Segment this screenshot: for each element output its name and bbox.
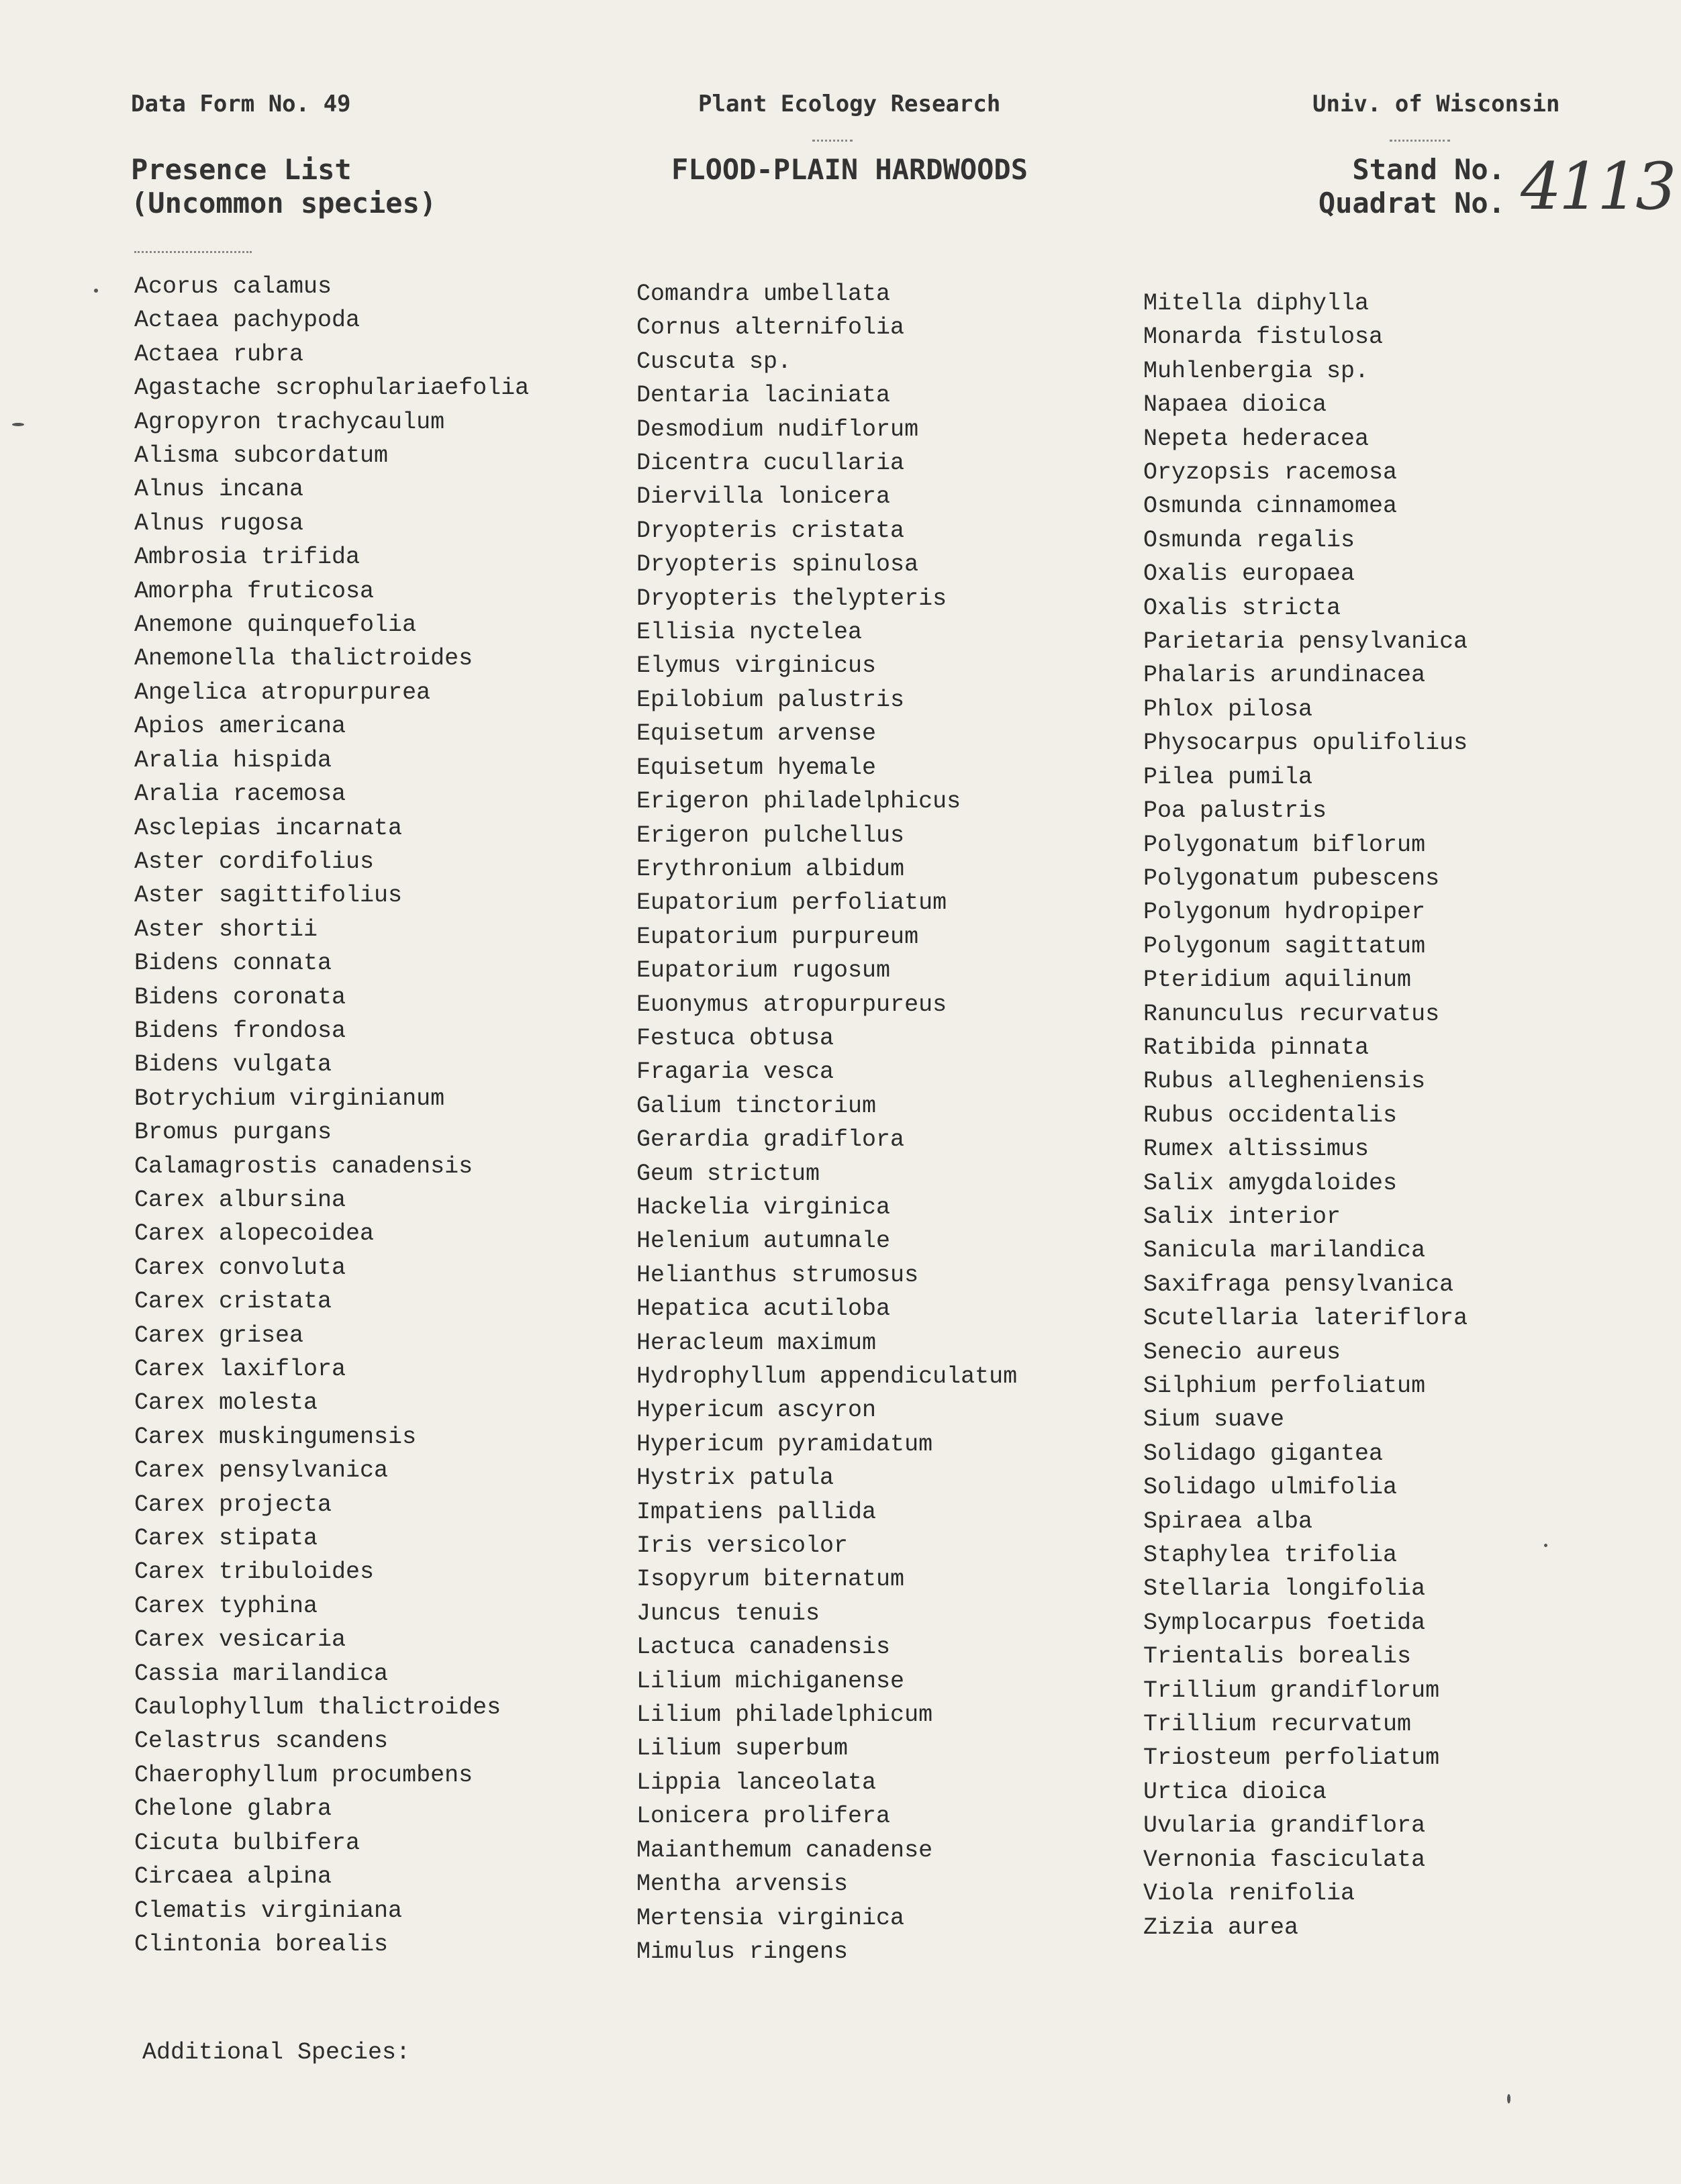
species-item: Eupatorium perfoliatum xyxy=(636,889,947,917)
paper-mark xyxy=(12,423,24,426)
species-item: Angelica atropurpurea xyxy=(134,679,431,706)
species-item: Rubus occidentalis xyxy=(1143,1101,1398,1129)
species-item: Clintonia borealis xyxy=(134,1930,389,1958)
species-item: Epilobium palustris xyxy=(636,686,905,713)
paper-mark xyxy=(94,289,98,293)
species-item: Solidago ulmifolia xyxy=(1143,1474,1398,1501)
species-item: Hypericum pyramidatum xyxy=(636,1430,933,1458)
species-item: Eupatorium rugosum xyxy=(636,957,891,985)
species-item: Oxalis stricta xyxy=(1143,594,1341,622)
species-item: Rumex altissimus xyxy=(1143,1136,1370,1163)
species-item: Geum strictum xyxy=(636,1160,820,1187)
species-item: Nepeta hederacea xyxy=(1143,425,1370,452)
species-item: Anemone quinquefolia xyxy=(134,611,417,639)
species-item: Apios americana xyxy=(134,713,346,740)
university-heading: Univ. of Wisconsin xyxy=(1312,91,1560,117)
species-item: Osmunda cinnamomea xyxy=(1143,493,1398,520)
species-item: Fragaria vesca xyxy=(636,1058,834,1086)
species-item: Comandra umbellata xyxy=(636,281,891,307)
species-item: Agropyron trachycaulum xyxy=(134,408,445,436)
species-item: Cassia marilandica xyxy=(134,1660,389,1687)
species-item: Elymus virginicus xyxy=(636,652,877,680)
species-item: Dryopteris spinulosa xyxy=(636,551,919,579)
species-item: Maianthemum canadense xyxy=(636,1836,933,1864)
species-item: Alisma subcordatum xyxy=(134,442,389,470)
species-item: Mertensia virginica xyxy=(636,1904,905,1932)
species-item: Caulophyllum thalictroides xyxy=(134,1694,501,1722)
species-item: Cuscuta sp. xyxy=(636,348,792,375)
handwritten-stand-number: 4113 xyxy=(1521,149,1674,224)
species-item: Aralia racemosa xyxy=(134,781,346,808)
quadrat-label: Quadrat No. xyxy=(1318,187,1505,219)
species-item: Erigeron pulchellus xyxy=(636,822,905,849)
species-item: Ratibida pinnata xyxy=(1143,1034,1370,1061)
species-item: Physocarpus opulifolius xyxy=(1143,730,1468,757)
species-item: Ranunculus recurvatus xyxy=(1143,1000,1440,1028)
form-number: Data Form No. 49 xyxy=(131,91,351,117)
species-item: Lilium michiganense xyxy=(636,1667,905,1695)
species-item: Alnus rugosa xyxy=(134,509,304,537)
species-item: Sium suave xyxy=(1143,1406,1285,1434)
species-item: Equisetum arvense xyxy=(636,720,877,748)
species-item: Monarda fistulosa xyxy=(1143,324,1384,351)
additional-species-label: Additional Species: xyxy=(142,2039,411,2066)
species-item: Trillium recurvatum xyxy=(1143,1711,1412,1738)
species-item: Hypericum ascyron xyxy=(636,1397,877,1424)
species-item: Oryzopsis racemosa xyxy=(1143,459,1398,487)
species-item: Dentaria laciniata xyxy=(636,382,891,409)
species-item: Erigeron philadelphicus xyxy=(636,788,961,815)
species-item: Symplocarpus foetida xyxy=(1143,1609,1426,1636)
species-item: Triosteum perfoliatum xyxy=(1143,1744,1440,1772)
species-item: Lippia lanceolata xyxy=(636,1769,877,1796)
species-item: Galium tinctorium xyxy=(636,1092,877,1120)
stand-quadrat-labels xyxy=(1318,153,1505,220)
species-item: Parietaria pensylvanica xyxy=(1143,628,1468,656)
list-title xyxy=(131,153,436,220)
species-item: Carex stipata xyxy=(134,1525,318,1552)
species-item: Salix interior xyxy=(1143,1203,1341,1230)
paper-mark xyxy=(1544,1544,1547,1547)
species-item: Cornus alternifolia xyxy=(636,314,905,342)
species-item: Carex tribuloides xyxy=(134,1558,375,1586)
species-item: Senecio aureus xyxy=(1143,1338,1341,1366)
species-item: Diervilla lonicera xyxy=(636,483,891,511)
species-item: Mimulus ringens xyxy=(636,1938,849,1965)
species-item: Actaea rubra xyxy=(134,340,304,368)
species-item: Erythronium albidum xyxy=(636,855,905,883)
species-item: Aralia hispida xyxy=(134,746,332,774)
species-item: Carex pensylvanica xyxy=(134,1457,389,1485)
species-item: Lilium superbum xyxy=(636,1735,849,1763)
species-item: Salix amygdaloides xyxy=(1143,1169,1398,1197)
list-title-line: Presence List xyxy=(131,153,352,186)
research-heading: Plant Ecology Research xyxy=(698,91,1001,117)
species-item: Carex albursina xyxy=(134,1186,346,1213)
species-item: Viola renifolia xyxy=(1143,1880,1355,1907)
dotted-rule xyxy=(1390,140,1450,142)
species-item: Helianthus strumosus xyxy=(636,1261,919,1289)
paper-mark xyxy=(1507,2094,1510,2103)
species-item: Helenium autumnale xyxy=(636,1228,891,1255)
species-item: Polygonatum biflorum xyxy=(1143,831,1426,858)
species-item: Bidens vulgata xyxy=(134,1051,332,1079)
species-item: Eupatorium purpureum xyxy=(636,923,919,950)
species-item: Staphylea trifolia xyxy=(1143,1542,1398,1569)
community-title: FLOOD-PLAIN HARDWOODS xyxy=(671,153,1028,186)
species-item: Carex muskingumensis xyxy=(134,1423,417,1450)
species-item: Osmunda regalis xyxy=(1143,526,1355,554)
species-item: Polygonum hydropiper xyxy=(1143,899,1426,926)
species-item: Juncus tenuis xyxy=(636,1599,820,1627)
species-item: Bromus purgans xyxy=(134,1119,332,1146)
species-item: Hystrix patula xyxy=(636,1465,834,1492)
species-item: Dicentra cucullaria xyxy=(636,450,905,477)
species-item: Phalaris arundinacea xyxy=(1143,662,1426,689)
species-item: Silphium perfoliatum xyxy=(1143,1373,1426,1399)
species-item: Lonicera prolifera xyxy=(636,1803,891,1830)
species-item: Muhlenbergia sp. xyxy=(1143,357,1370,385)
species-item: Iris versicolor xyxy=(636,1532,849,1560)
species-item: Amorpha fruticosa xyxy=(134,577,375,605)
species-item: Sanicula marilandica xyxy=(1143,1237,1426,1264)
species-item: Actaea pachypoda xyxy=(134,307,361,334)
species-item: Hydrophyllum appendiculatum xyxy=(636,1363,1018,1390)
species-column-3 xyxy=(1143,287,1468,1944)
species-item: Festuca obtusa xyxy=(636,1024,834,1052)
species-item: Poa palustris xyxy=(1143,797,1327,825)
dotted-rule xyxy=(134,251,252,253)
species-item: Carex molesta xyxy=(134,1389,318,1417)
species-item: Ambrosia trifida xyxy=(134,544,361,571)
species-item: Carex convoluta xyxy=(134,1254,346,1281)
species-item: Oxalis europaea xyxy=(1143,560,1355,588)
species-item: Hepatica acutiloba xyxy=(636,1295,891,1323)
species-item: Zizia aurea xyxy=(1143,1914,1299,1941)
species-item: Ellisia nyctelea xyxy=(636,619,863,646)
species-item: Impatiens pallida xyxy=(636,1498,877,1526)
species-item: Spiraea alba xyxy=(1143,1507,1313,1535)
species-item: Urtica dioica xyxy=(1143,1778,1327,1805)
species-item: Equisetum hyemale xyxy=(636,754,877,781)
species-item: Trientalis borealis xyxy=(1143,1643,1412,1671)
species-item: Bidens connata xyxy=(134,950,332,977)
species-item: Heracleum maximum xyxy=(636,1329,877,1356)
species-item: Lactuca canadensis xyxy=(636,1634,891,1661)
species-item: Uvularia grandiflora xyxy=(1143,1812,1426,1840)
species-item: Asclepias incarnata xyxy=(134,814,403,842)
species-item: Phlox pilosa xyxy=(1143,695,1313,723)
species-item: Isopyrum biternatum xyxy=(636,1566,905,1593)
species-item: Vernonia fasciculata xyxy=(1143,1846,1426,1873)
stand-label: Stand No. xyxy=(1352,153,1505,186)
species-item: Chaerophyllum procumbens xyxy=(134,1761,473,1789)
species-item: Anemonella thalictroides xyxy=(134,645,473,673)
species-item: Acorus calamus xyxy=(134,273,332,300)
species-item: Carex alopecoidea xyxy=(134,1220,375,1248)
dotted-rule xyxy=(812,140,853,142)
species-item: Celastrus scandens xyxy=(134,1728,389,1755)
species-item: Carex laxiflora xyxy=(134,1356,346,1383)
species-item: Circaea alpina xyxy=(134,1863,332,1891)
species-item: Aster cordifolius xyxy=(134,848,375,875)
species-item: Hackelia virginica xyxy=(636,1193,891,1221)
species-item: Calamagrostis canadensis xyxy=(134,1152,473,1180)
species-item: Stellaria longifolia xyxy=(1143,1575,1426,1603)
species-item: Alnus incana xyxy=(134,476,304,503)
species-item: Aster sagittifolius xyxy=(134,882,403,909)
species-item: Carex cristata xyxy=(134,1288,332,1316)
species-item: Carex projecta xyxy=(134,1491,332,1518)
species-item: Clematis virginiana xyxy=(134,1897,403,1924)
species-item: Cicuta bulbifera xyxy=(134,1829,361,1856)
species-column-2 xyxy=(636,277,1017,1969)
species-item: Chelone glabra xyxy=(134,1795,332,1823)
species-item: Carex grisea xyxy=(134,1322,304,1349)
species-item: Desmodium nudiflorum xyxy=(636,415,919,443)
species-item: Solidago gigantea xyxy=(1143,1440,1384,1467)
species-item: Gerardia gradiflora xyxy=(636,1126,905,1154)
species-item: Rubus allegheniensis xyxy=(1143,1068,1426,1095)
species-item: Bidens coronata xyxy=(134,983,346,1011)
species-item: Pilea pumila xyxy=(1143,763,1313,791)
species-item: Bidens frondosa xyxy=(134,1017,346,1044)
species-item: Lilium philadelphicum xyxy=(636,1701,933,1729)
species-item: Polygonatum pubescens xyxy=(1143,864,1440,892)
species-item: Dryopteris thelypteris xyxy=(636,585,947,612)
species-item: Euonymus atropurpureus xyxy=(636,991,947,1018)
species-item: Napaea dioica xyxy=(1143,391,1327,419)
species-item: Carex vesicaria xyxy=(134,1626,346,1654)
species-item: Saxifraga pensylvanica xyxy=(1143,1271,1454,1298)
list-subtitle-line: (Uncommon species) xyxy=(131,187,437,219)
species-item: Dryopteris cristata xyxy=(636,517,905,544)
species-item: Trillium grandiflorum xyxy=(1143,1677,1440,1704)
species-item: Aster shortii xyxy=(134,915,318,943)
species-item: Botrychium virginianum xyxy=(134,1085,445,1112)
species-item: Scutellaria lateriflora xyxy=(1143,1305,1468,1332)
species-column-1 xyxy=(134,270,529,1961)
species-item: Mentha arvensis xyxy=(636,1871,849,1898)
species-item: Agastache scrophulariaefolia xyxy=(134,375,530,402)
species-item: Mitella diphylla xyxy=(1143,290,1370,317)
species-item: Carex typhina xyxy=(134,1592,318,1620)
species-item: Pteridium aquilinum xyxy=(1143,966,1412,994)
species-item: Polygonum sagittatum xyxy=(1143,932,1426,960)
